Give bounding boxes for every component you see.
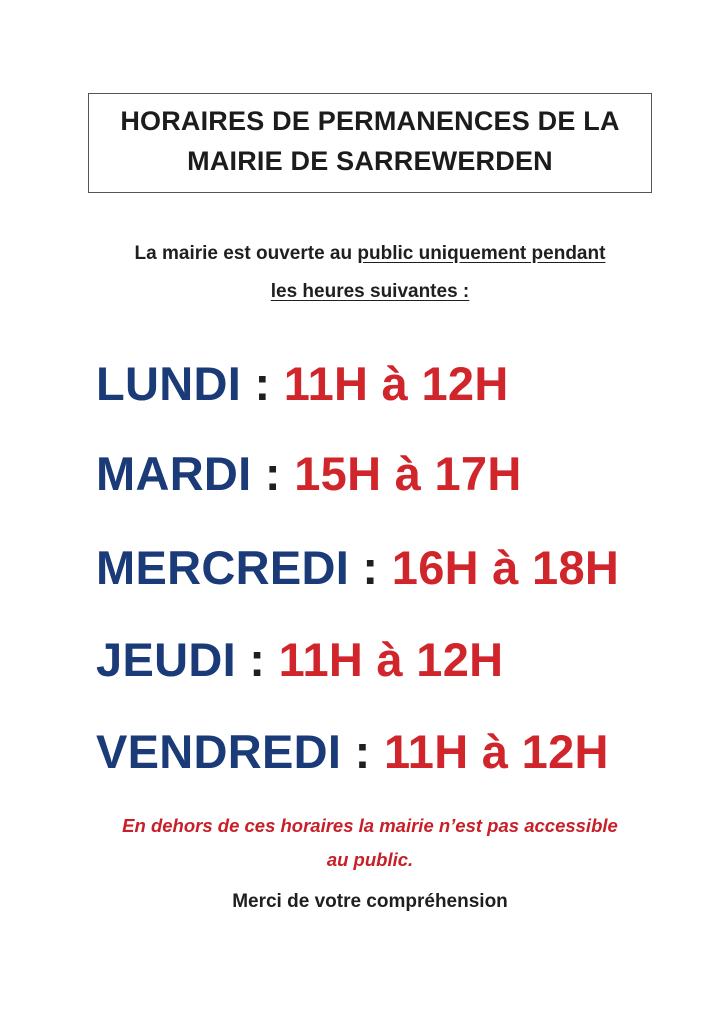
separator: :: [241, 357, 284, 410]
day-label: MERCREDI: [96, 541, 350, 594]
intro-line-2-text: les heures suivantes :: [270, 281, 470, 302]
intro-part-1: La mairie est ouverte au: [134, 243, 358, 264]
hours-value: 16H à 18H: [391, 541, 620, 594]
hours-value: 15H à 17H: [294, 447, 522, 500]
schedule-row-vendredi: [96, 724, 609, 780]
day-label: JEUDI: [96, 633, 236, 686]
separator: :: [349, 541, 392, 594]
schedule-row-lundi: [96, 356, 509, 412]
intro-text: [60, 235, 680, 311]
schedule-row-jeudi: [96, 632, 503, 688]
intro-part-2: public uniquement pendant: [357, 243, 606, 264]
hours-value: 11H à 12H: [383, 725, 609, 778]
hours-value: 11H à 12H: [278, 633, 504, 686]
separator: :: [251, 447, 295, 500]
title-line-2: MAIRIE DE SARREWERDEN: [187, 146, 553, 176]
intro-line-1: [60, 235, 680, 273]
thanks-text: Merci de votre compréhension: [232, 891, 508, 912]
title-line-1: HORAIRES DE PERMANENCES DE LA: [120, 106, 620, 136]
hours-value: 11H à 12H: [283, 357, 509, 410]
separator: :: [341, 725, 384, 778]
day-label: LUNDI: [96, 357, 242, 410]
schedule-row-mardi: [96, 446, 522, 502]
intro-line-2: [60, 273, 680, 311]
separator: :: [235, 633, 279, 686]
schedule-row-mercredi: [96, 540, 619, 596]
day-label: MARDI: [96, 447, 252, 500]
note-line-2: au public.: [326, 849, 414, 870]
day-label: VENDREDI: [96, 725, 342, 778]
closed-hours-note: [60, 809, 680, 877]
title-box: [88, 93, 652, 193]
note-line-1: En dehors de ces horaires la mairie n’est pas accessible: [122, 815, 618, 836]
